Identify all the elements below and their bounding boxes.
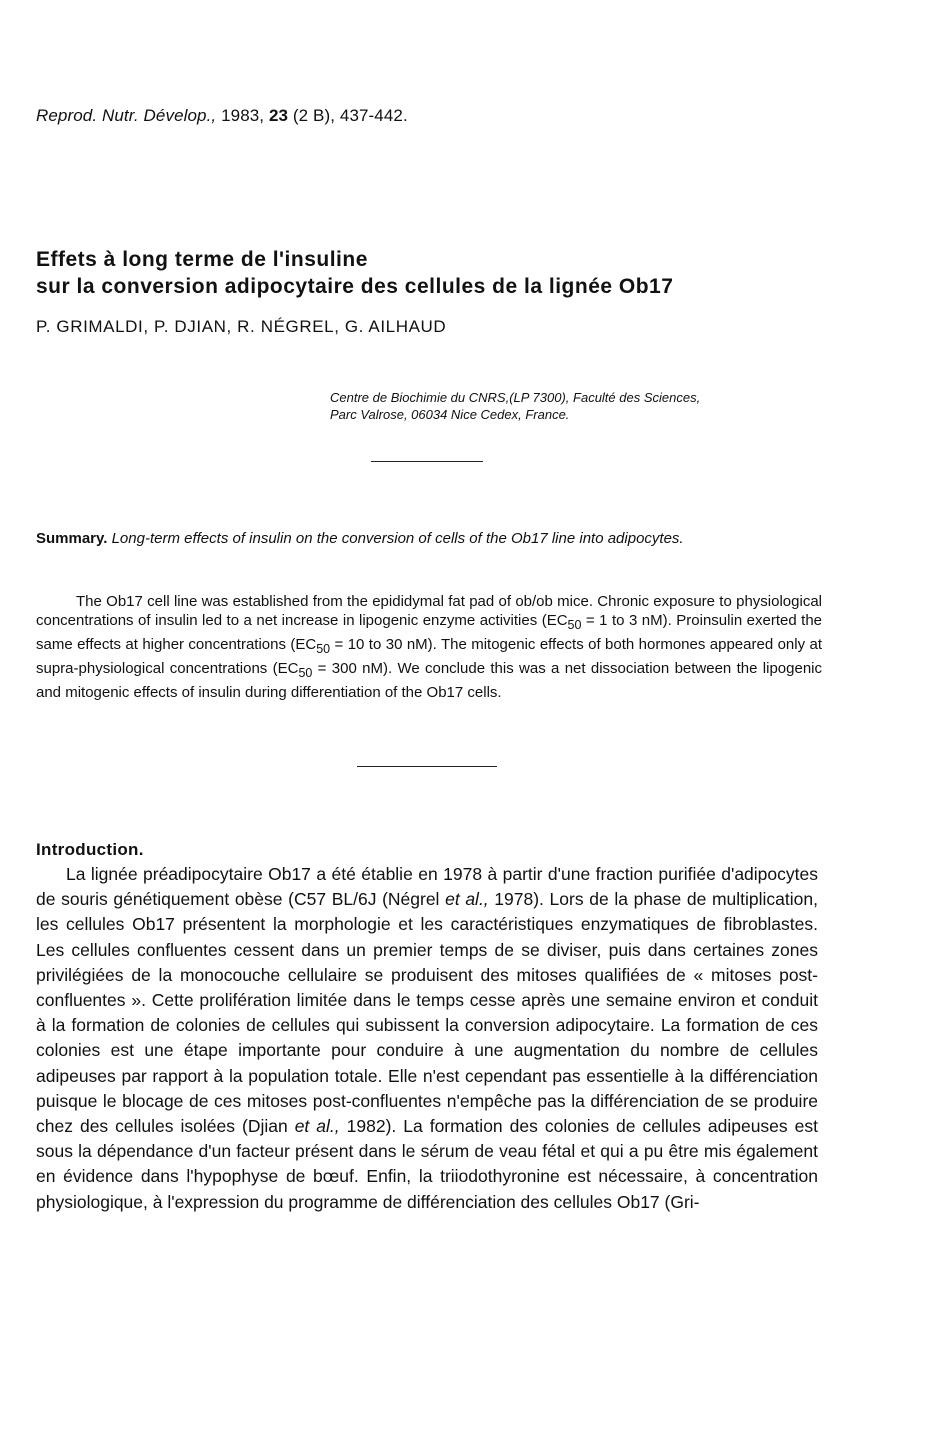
divider-top — [371, 461, 483, 462]
affiliation — [330, 389, 850, 423]
et-al-2: et al., — [294, 1116, 340, 1137]
citation-year: 1983, — [216, 106, 269, 125]
journal-citation — [36, 106, 408, 126]
introduction-paragraph — [36, 862, 818, 1215]
abstract-paragraph — [36, 592, 822, 702]
section-heading-introduction: Introduction. — [36, 840, 144, 859]
author-list: P. GRIMALDI, P. DJIAN, R. NÉGREL, G. AILHAUD — [36, 317, 447, 336]
divider-bottom — [357, 766, 497, 767]
abstract-text-3: = 10 to 30 nM). The mitogenic effects of both hormones appeared only at supra-physiological concentrations (EC — [36, 636, 822, 677]
intro-text-1: La lignée préadipocytaire Ob17 a été établie en 1978 à partir d'une fraction purifiée d'adipocytes de souris génétiquement obèse (C57 BL/6J (Négrel — [36, 864, 818, 910]
ec50-subscript-3: 50 — [298, 666, 313, 680]
ec50-subscript-2: 50 — [316, 642, 331, 656]
abstract-text-1: The Ob17 cell line was established from the epididymal fat pad of ob/ob mice. Chronic exposure to physiological concentrations of insulin led to a net increase in lipogenic enzyme activities (EC — [36, 593, 822, 629]
intro-text-3: 1982). La formation des colonies de cellules adipeuses est sous la dépendance d'un facteur présent dans le sérum de veau fétal et qui a pu être mis également en évidence dans l'hypophyse de bœuf. Enfin, la triiodothyronine est nécessaire, à concentration physiologique, à l'expression du programme de différenciation des cellules Ob17 (Gri- — [36, 1116, 818, 1212]
title-line-2: sur la conversion adipocytaire des cellules de la lignée Ob17 — [36, 275, 674, 298]
title-line-1: Effets à long terme de l'insuline — [36, 248, 368, 271]
summary-heading — [36, 529, 822, 548]
et-al-1: et al., — [445, 889, 489, 910]
abstract-text-4: = 300 nM). We conclude this was a net dissociation between the lipogenic and mitogenic effects of insulin during differentiation of the Ob17 cells. — [36, 660, 822, 701]
ec50-subscript-1: 50 — [567, 618, 582, 632]
abstract-text-2: = 1 to 3 nM). Proinsulin exerted the same effects at higher concentrations (EC — [36, 612, 823, 653]
journal-name: Reprod. Nutr. Dévelop., — [36, 106, 217, 125]
summary-english-title: Long-term effects of insulin on the conversion of cells of the Ob17 line into adipocytes. — [111, 530, 684, 547]
introduction-body — [36, 862, 818, 1215]
citation-issue-pages: (2 B), 437-442. — [288, 106, 408, 125]
summary-label: Summary. — [36, 530, 108, 547]
intro-text-2: 1978). Lors de la phase de multiplication, les cellules Ob17 présentent la morphologie et les caractéristiques enzymatiques de fibroblastes. Les cellules confluentes cessent dans un premier temps de se diviser, puis dans certaines zones privilégiées de la monocouche cellulaire se produisent des mitoses qualifiées de « mitoses post-confluentes ». Cette prolifération limitée dans le temps cesse après une semaine environ et conduit à la formation de colonies de cellules qui subissent la conversion adipocytaire. La formation de ces colonies est une étape importante pour conduire à une augmentation du nombre de cellules adipeuses par rapport à la population totale. Elle n'est cependant pas essentielle à la différenciation puisque le blocage de ces mitoses post-confluentes n'empêche pas la différenciation de se produire chez des cellules isolées (Djian — [36, 889, 818, 1137]
article-title — [36, 246, 896, 300]
citation-volume: 23 — [268, 106, 289, 125]
affiliation-line-1: Centre de Biochimie du CNRS,(LP 7300), Faculté des Sciences, — [330, 390, 701, 405]
affiliation-line-2: Parc Valrose, 06034 Nice Cedex, France. — [330, 407, 570, 422]
abstract — [36, 592, 822, 702]
